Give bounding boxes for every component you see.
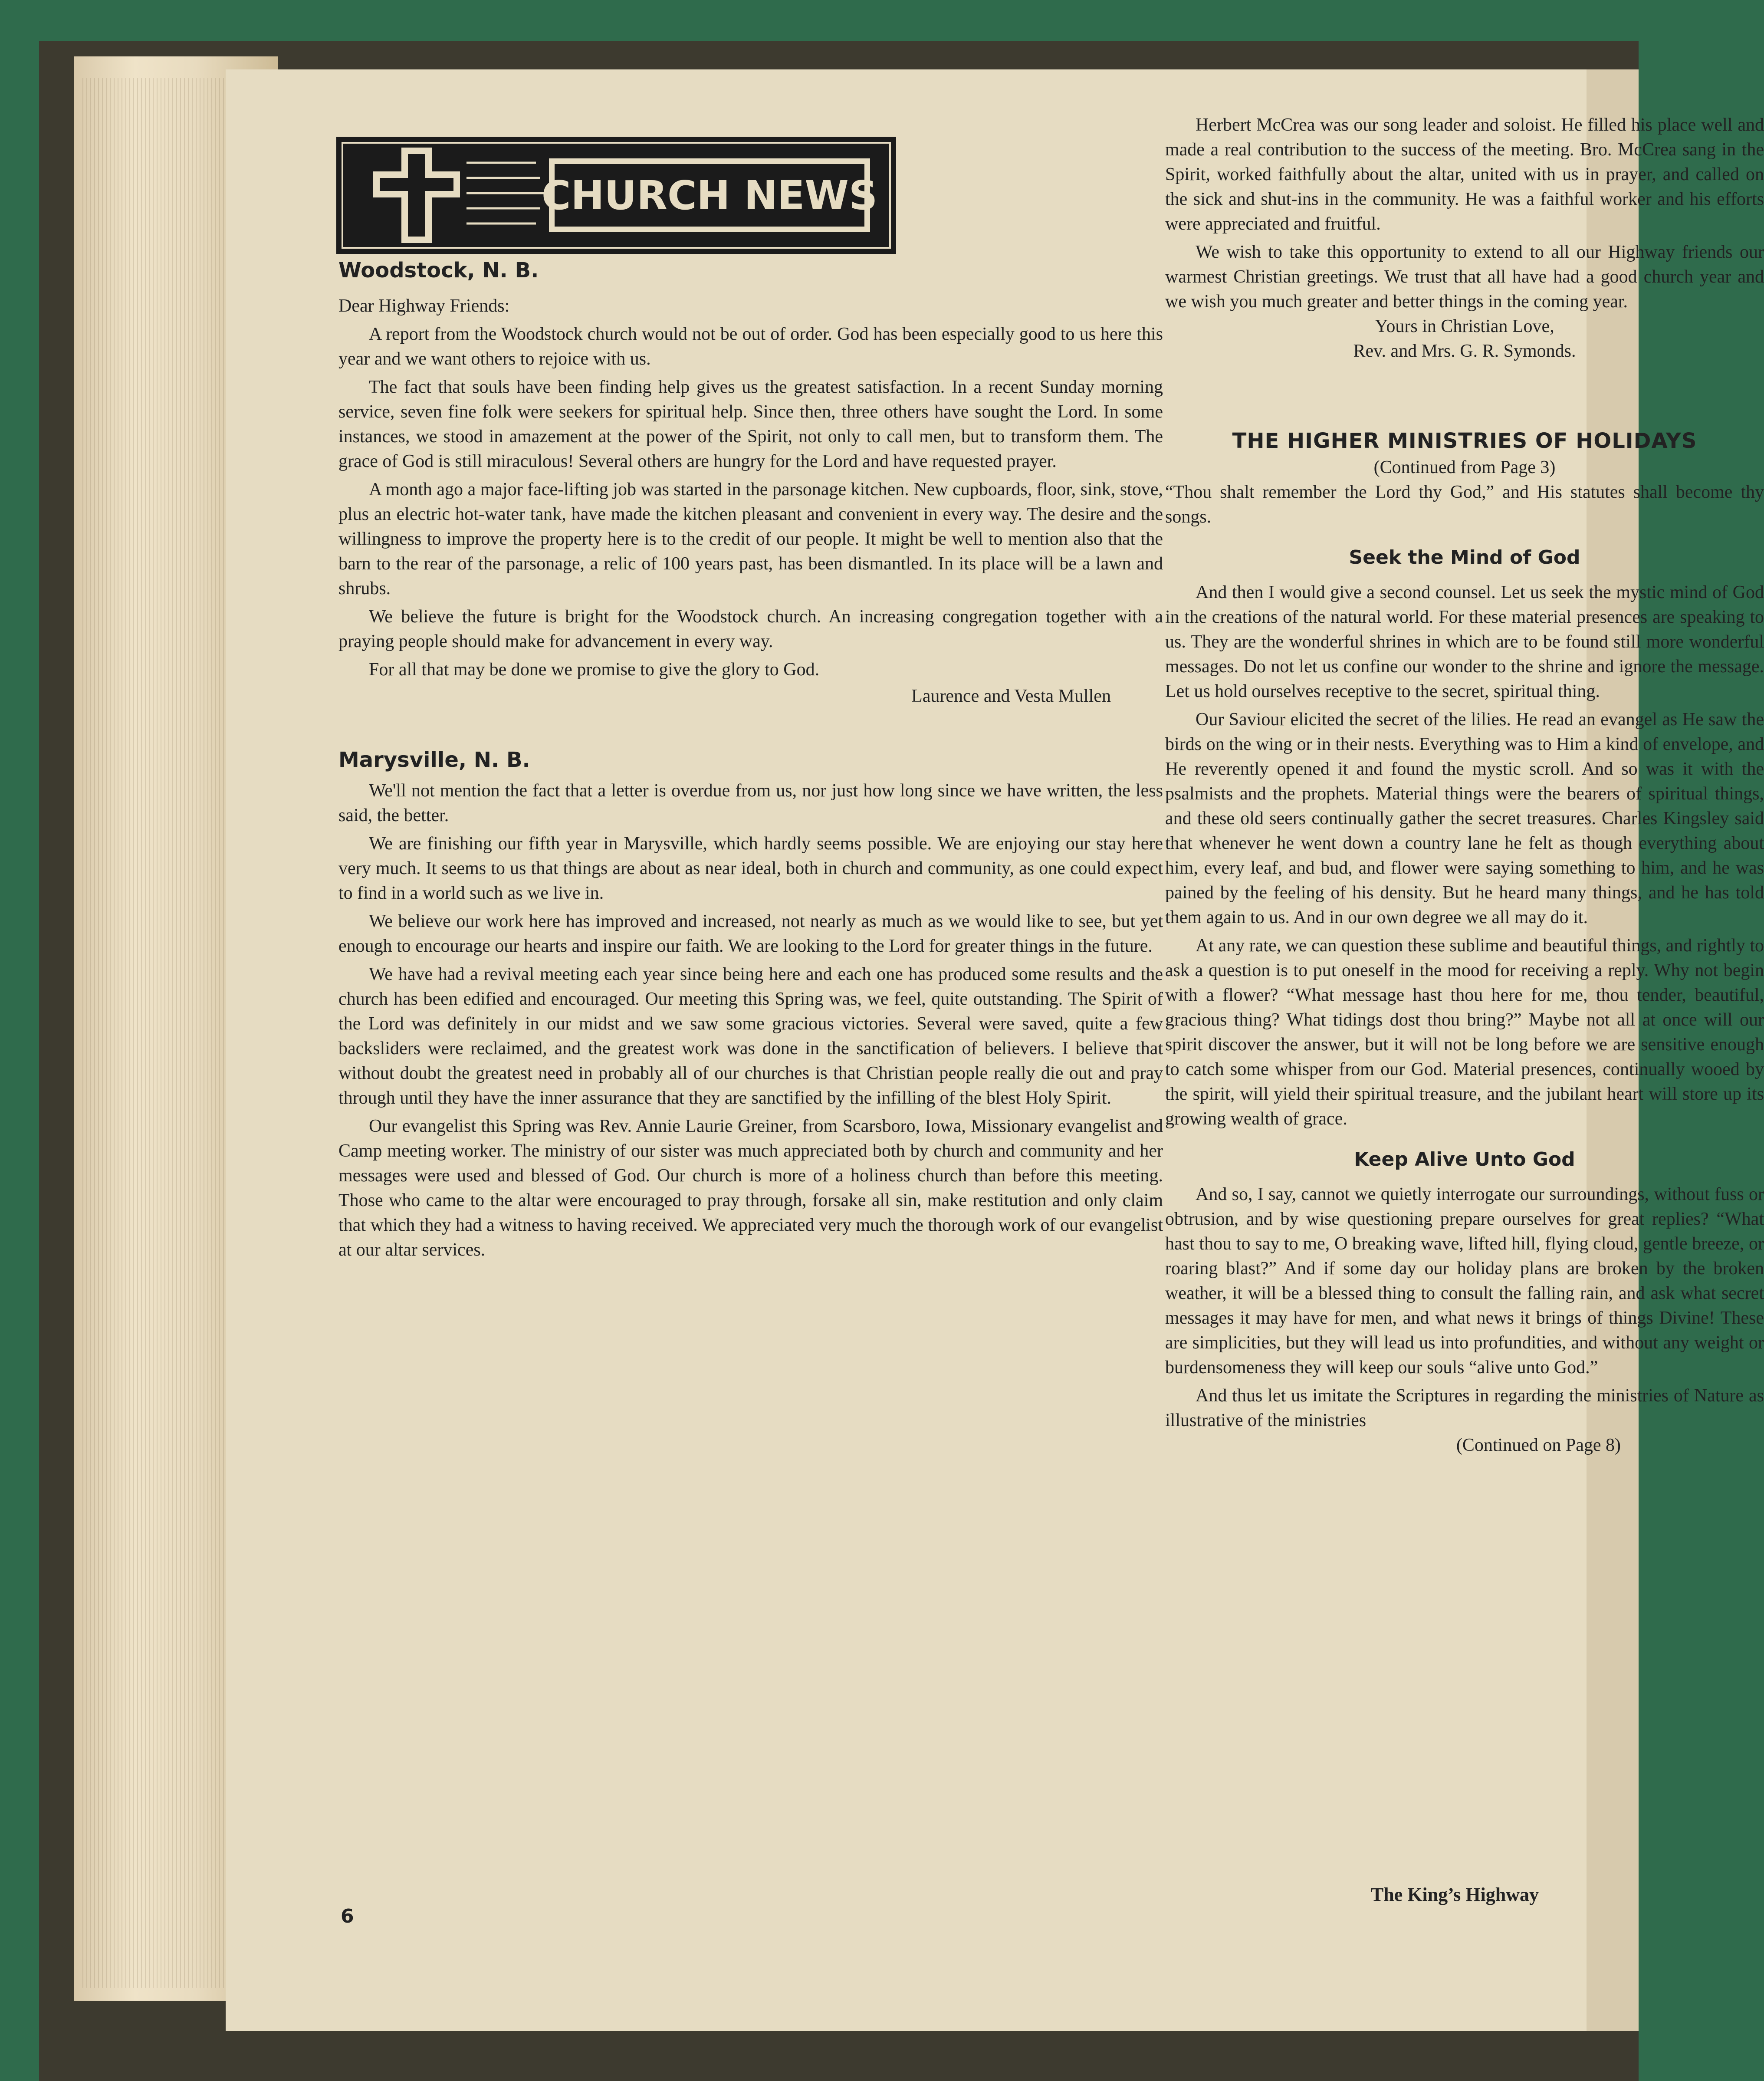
holidays-heading: THE HIGHER MINISTRIES OF HOLIDAYS [1232, 429, 1697, 453]
continued-from-note: (Continued from Page 3) [1373, 457, 1556, 477]
holidays-paragraph: Our Saviour elicited the secret of the lilies. He read an evangel as He saw the birds on the wing or in their nests. Everything was to Him a kind of envelope, and He reverently opened it and found the mystic scroll. And so was it with the psalmists and the prophets. Material things were the bearers of spiritual things, and these old seers continually gather the secret treasures. Charles Kingsley said that whenever he went down a country lane he felt as though everything about him, every leaf, and bud, and flower were saying something to him, and he was pained by the feeling of his density. But he heard many things, and he has told them again to us. And in our own degree we all may do it. [1165, 710, 1764, 927]
subheading-seek-the-mind: Seek the Mind of God [1349, 546, 1580, 569]
magazine-name: The King’s Highway [1370, 1884, 1539, 1905]
church-news-banner [336, 137, 896, 254]
marysville-paragraph: Our evangelist this Spring was Rev. Annie Laurie Greiner, from Scarsboro, Iowa, Missionary evangelist and Camp meeting worker. The ministry of our sister was much appreciated both by church and community and her messages were used and blessed of God. Our church is more of a holiness church than before this meeting. Those who came to the altar were encouraged to pray through, forsake all sin, make restitution and only claim that which they had a witness to having received. We appreciated very much the thorough work of our evangelist at our altar services. [338, 1116, 1163, 1260]
marysville-paragraph: We believe our work here has improved and increased, not nearly as much as we would like to see, but yet enough to encourage our hearts and inspire our faith. We are looking to the Lord for greater things in the future. [338, 911, 1163, 956]
holidays-paragraph: At any rate, we can question these sublime and beautiful things, and rightly to ask a question is to put oneself in the mood for receiving a reply. Why not begin with a flower? “What message hast thou here for me, thou tender, beautiful, gracious thing? What tidings dost thou bring?” Maybe not all at once will our spirit discover the answer, but it will not be long before we are sensitive enough to catch some whisper from our God. Material presences, continually wooed by the spirit, will yield their spiritual treasure, and the jubilant heart will store up its growing wealth of grace. [1165, 936, 1764, 1129]
holidays-paragraph: And so, I say, cannot we quietly interrogate our surroundings, without fuss or obtrusion, and by wise questioning prepare ourselves for great replies? “What hast thou to say to me, O breaking wave, lifted hill, flying cloud, gentle breeze, or roaring blast?” And if some day our holiday plans are broken by the broken weather, it will be a blessed thing to consult the falling rain, and ask what secret messages it may have for men, and what news it brings of things Divine! These are simplicities, but they will lead us into profundities, and without any weight or burdensomeness they will keep our souls “alive unto God.” [1165, 1184, 1764, 1377]
left-column [338, 258, 1163, 1262]
right-column [1165, 113, 1764, 1458]
woodstock-paragraph: The fact that souls have been finding help gives us the greatest satisfaction. In a recent Sunday morning service, seven fine folk were seekers for spiritual help. Since then, three others have sought the Lord. In some instances, we stood in amazement at the power of the Spirit, not only to call men, but to transform them. The grace of God is still miraculous! Several others are hungry for the Lord and have requested prayer. [338, 377, 1163, 471]
marysville-continued-paragraph: We wish to take this opportunity to extend to all our Highway friends our warmest Christian greetings. We trust that all have had a good church year and we wish you much greater and better things in the coming year. [1165, 242, 1764, 312]
woodstock-paragraph: A month ago a major face-lifting job was started in the parsonage kitchen. New cupboards, floor, sink, stove, plus an electric hot-water tank, have made the kitchen pleasant and convenient in every way. The desire and the willingness to improve the property here is to the credit of our people. It might be well to mention also that the barn to the rear of the parsonage, a relic of 100 years past, has been dismantled. In its place will be a lawn and shrubs. [338, 480, 1163, 598]
page-number: 6 [341, 1905, 354, 1927]
woodstock-signature: Laurence and Vesta Mullen [911, 686, 1111, 706]
marysville-heading: Marysville, N. B. [338, 748, 530, 772]
woodstock-paragraph: We believe the future is bright for the Woodstock church. An increasing congregation together with a praying people should make for advancement in every way. [338, 607, 1163, 651]
woodstock-salutation: Dear Highway Friends: [338, 296, 510, 316]
holidays-paragraph: And thus let us imitate the Scriptures in regarding the ministries of Nature as illustrative of the ministries [1165, 1386, 1764, 1430]
marysville-paragraph: We are finishing our fifth year in Marysville, which hardly seems possible. We are enjoying our stay here very much. It seems to us that things are about as near ideal, both in church and community, as one could expect to find in a world such as we live in. [338, 834, 1163, 903]
continued-on-note: (Continued on Page 8) [1456, 1435, 1621, 1455]
woodstock-heading: Woodstock, N. B. [338, 258, 539, 283]
marysville-paragraph: We'll not mention the fact that a letter is overdue from us, nor just how long since we have written, the less said, the better. [338, 781, 1163, 825]
subheading-keep-alive: Keep Alive Unto God [1354, 1148, 1575, 1170]
magazine-page [226, 69, 1764, 2031]
marysville-continued-paragraph: Herbert McCrea was our song leader and soloist. He filled his place well and made a real contribution to the success of the meeting. Bro. McCrea sang in the Spirit, worked faithfully about the altar, united with us in prayer, and called on the sick and shut-ins in the community. He was a faithful worker and his efforts were appreciated and fruitful. [1165, 115, 1764, 234]
woodstock-paragraph: A report from the Woodstock church would not be out of order. God has been especially good to us here this year and we want others to rejoice with us. [338, 324, 1163, 369]
holidays-intro: “Thou shalt remember the Lord thy God,” and His statutes shall become thy songs. [1165, 482, 1764, 527]
marysville-closing: Yours in Christian Love, [1375, 316, 1554, 336]
marysville-paragraph: We have had a revival meeting each year since being here and each one has produced some results and the church has been edified and encouraged. Our meeting this Spring was, we feel, quite outstanding. The Spirit of the Lord was definitely in our midst and we saw some gracious victories. Several were saved, quite a few backsliders were reclaimed, and the greatest work was done in the sanctification of believers. I believe that without doubt the greatest need in probably all of our churches is that Christian people really die out and pray through until they have the inner assurance that they are sanctified by the infilling of the blest Holy Spirit. [338, 964, 1163, 1108]
banner-title: CHURCH NEWS [541, 172, 878, 219]
holidays-paragraph: And then I would give a second counsel. Let us seek the mystic mind of God in the creations of the natural world. For these material presences are speaking to us. They are the wonderful shrines in which are to be found still more wonderful messages. Do not let us confine our wonder to the shrine and ignore the message. Let us hold ourselves receptive to the secret, spiritual thing. [1165, 582, 1764, 701]
woodstock-paragraph: For all that may be done we promise to give the glory to God. [369, 660, 820, 680]
marysville-signature: Rev. and Mrs. G. R. Symonds. [1353, 341, 1576, 361]
